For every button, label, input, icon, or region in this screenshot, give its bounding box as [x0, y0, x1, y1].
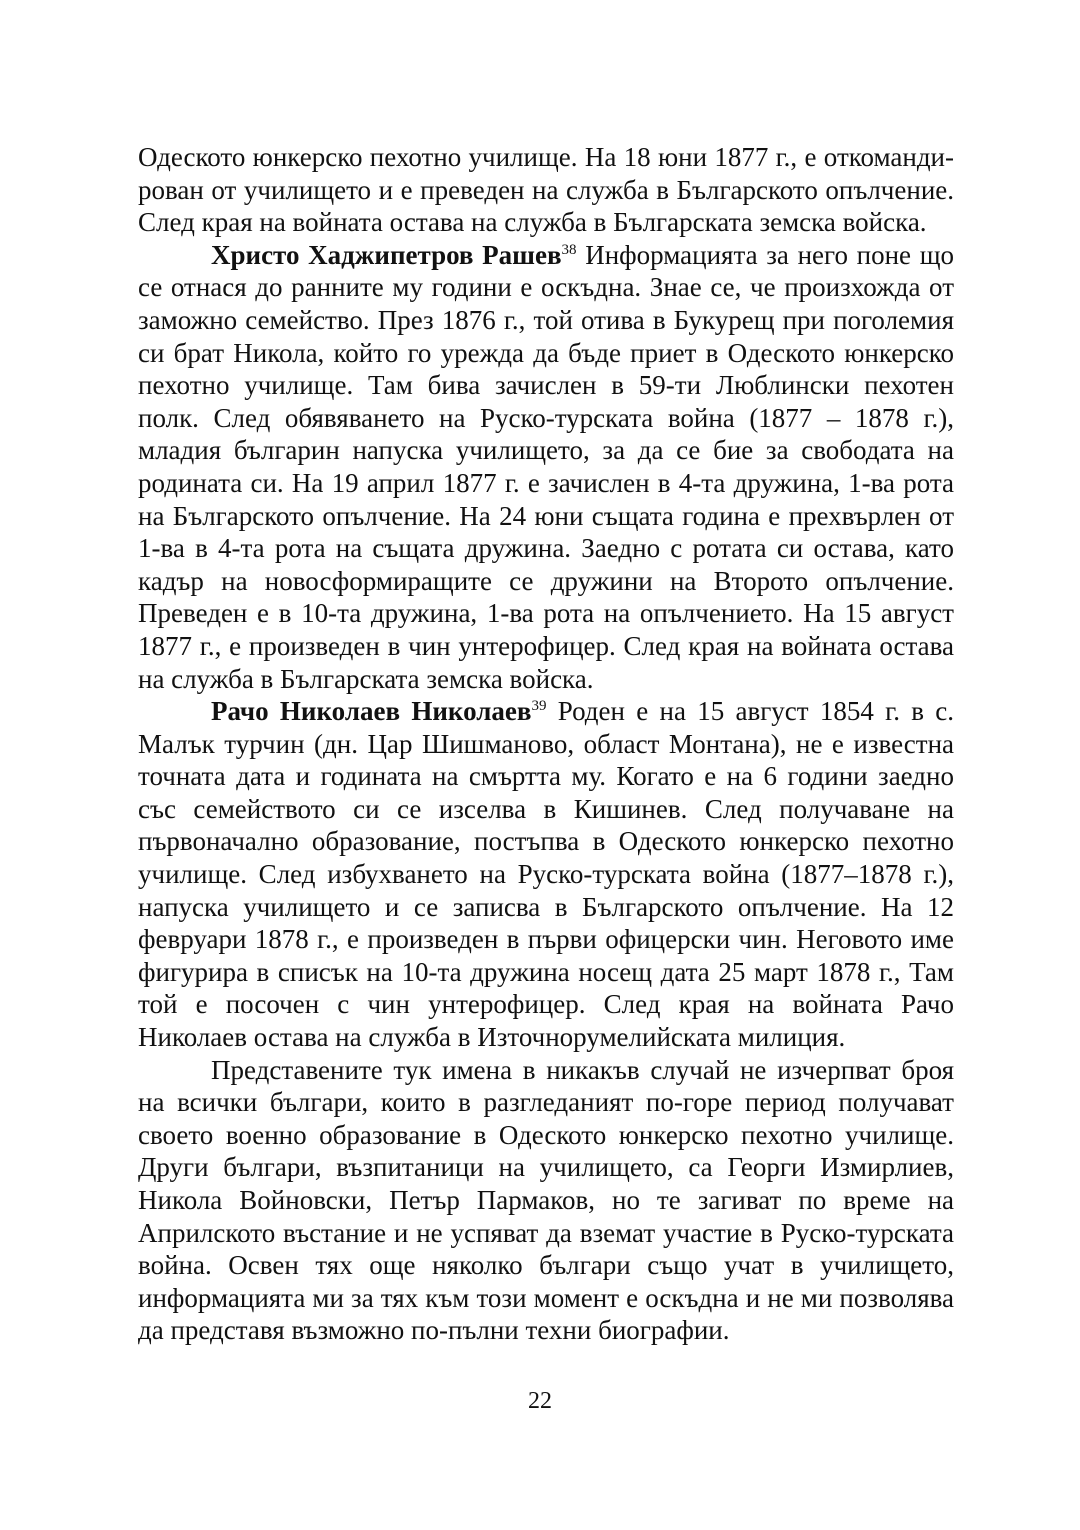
person-name: Рачо Николаев Николаев: [211, 696, 532, 727]
person-name: Христо Хаджипетров Рашев: [211, 239, 562, 270]
footnote-reference[interactable]: 38: [561, 241, 577, 258]
paragraph-text: Информацията за него поне що се отнася до ранните му години е оскъдна. Знае се, че произхожда от заможно семейство. През 1876 г., той отива в Букурещ при поголемия си брат Никола, който го урежда да бъде приет в Одеското юнкерско пехотно училище. Там бива зачислен в 59-ти Люблински пехотен полк. След обявяването на Руско-турската война (1877 – 1878 г.), младия българин напуска училището, за да се бие за свободата на родината си. На 19 април 1877 г. е зачислен в 4-та дружина, 1-ва рота на Българското опълчение. На 24 юни същата година е прехвърлен от 1-ва в 4-та рота на същата дружина. Заедно с ротата си остава, като кадър на новосформиращите се дружини на Второто опълчение. Преведен е в 10-та дружина, 1-ва рота на опълчението. На 15 август 1877 г., е произведен в чин унтерофицер. След края на войната остава на служба в Българската земска войска.: [138, 239, 954, 694]
paragraph-text: Одеското юнкерско пехотно училище. На 18 юни 1877 г., е откомандирован от училището и е преведен на служба в Българското опълчение. След края на войната остава на служба в Българската земска войска.: [138, 142, 954, 238]
paragraph-text: Роден е на 15 август 1854 г. в с. Малък турчин (дн. Цар Шишманово, област Монтана), не е известна точната дата и годината на смъртта му. Когато е на 6 години заедно със семейството си се изселва в Кишинев. След получаване на първоначално образование, постъпва в Одеското юнкерско пехотно училище. След избухването на Руско-турската война (1877–1878 г.), напуска училището и се записва в Българското опълчение. На 12 февруари 1878 г., е произведен в първи офицерски чин. Неговото име фигурира в списък на 10-та дружина носещ дата 25 март 1878 г., Там той е посочен с чин унтерофицер. След края на войната Рачо Николаев остава на служба в Източнорумелийската милиция.: [138, 696, 954, 1053]
page-number: 22: [528, 1388, 552, 1414]
paragraph-biography-nikolaev: [138, 695, 954, 1054]
footnote-reference[interactable]: 39: [531, 698, 547, 715]
document-page: [138, 141, 954, 1347]
paragraph-text: Представените тук имена в никакъв случай не изчерпват броя на всички българи, които в разгледаният по-горе период получават своето военно образование в Одеското юнкерско пехотно училище. Други българи, възпитаници на училището, са Георги Измирлиев, Никола Войновски, Петър Пармаков, но те загиват по време на Априлското въстание и не успяват да вземат участие в Руско-турската война. Освен тях още няколко българи също учат в училището, информацията ми за тях към този момент е оскъдна и не ми позволява да представя възможно по-пълни техни биографии.: [138, 1054, 954, 1346]
paragraph-biography-rashev: [138, 239, 954, 695]
paragraph-continuation: [138, 141, 954, 239]
paragraph-conclusion: [138, 1054, 954, 1347]
